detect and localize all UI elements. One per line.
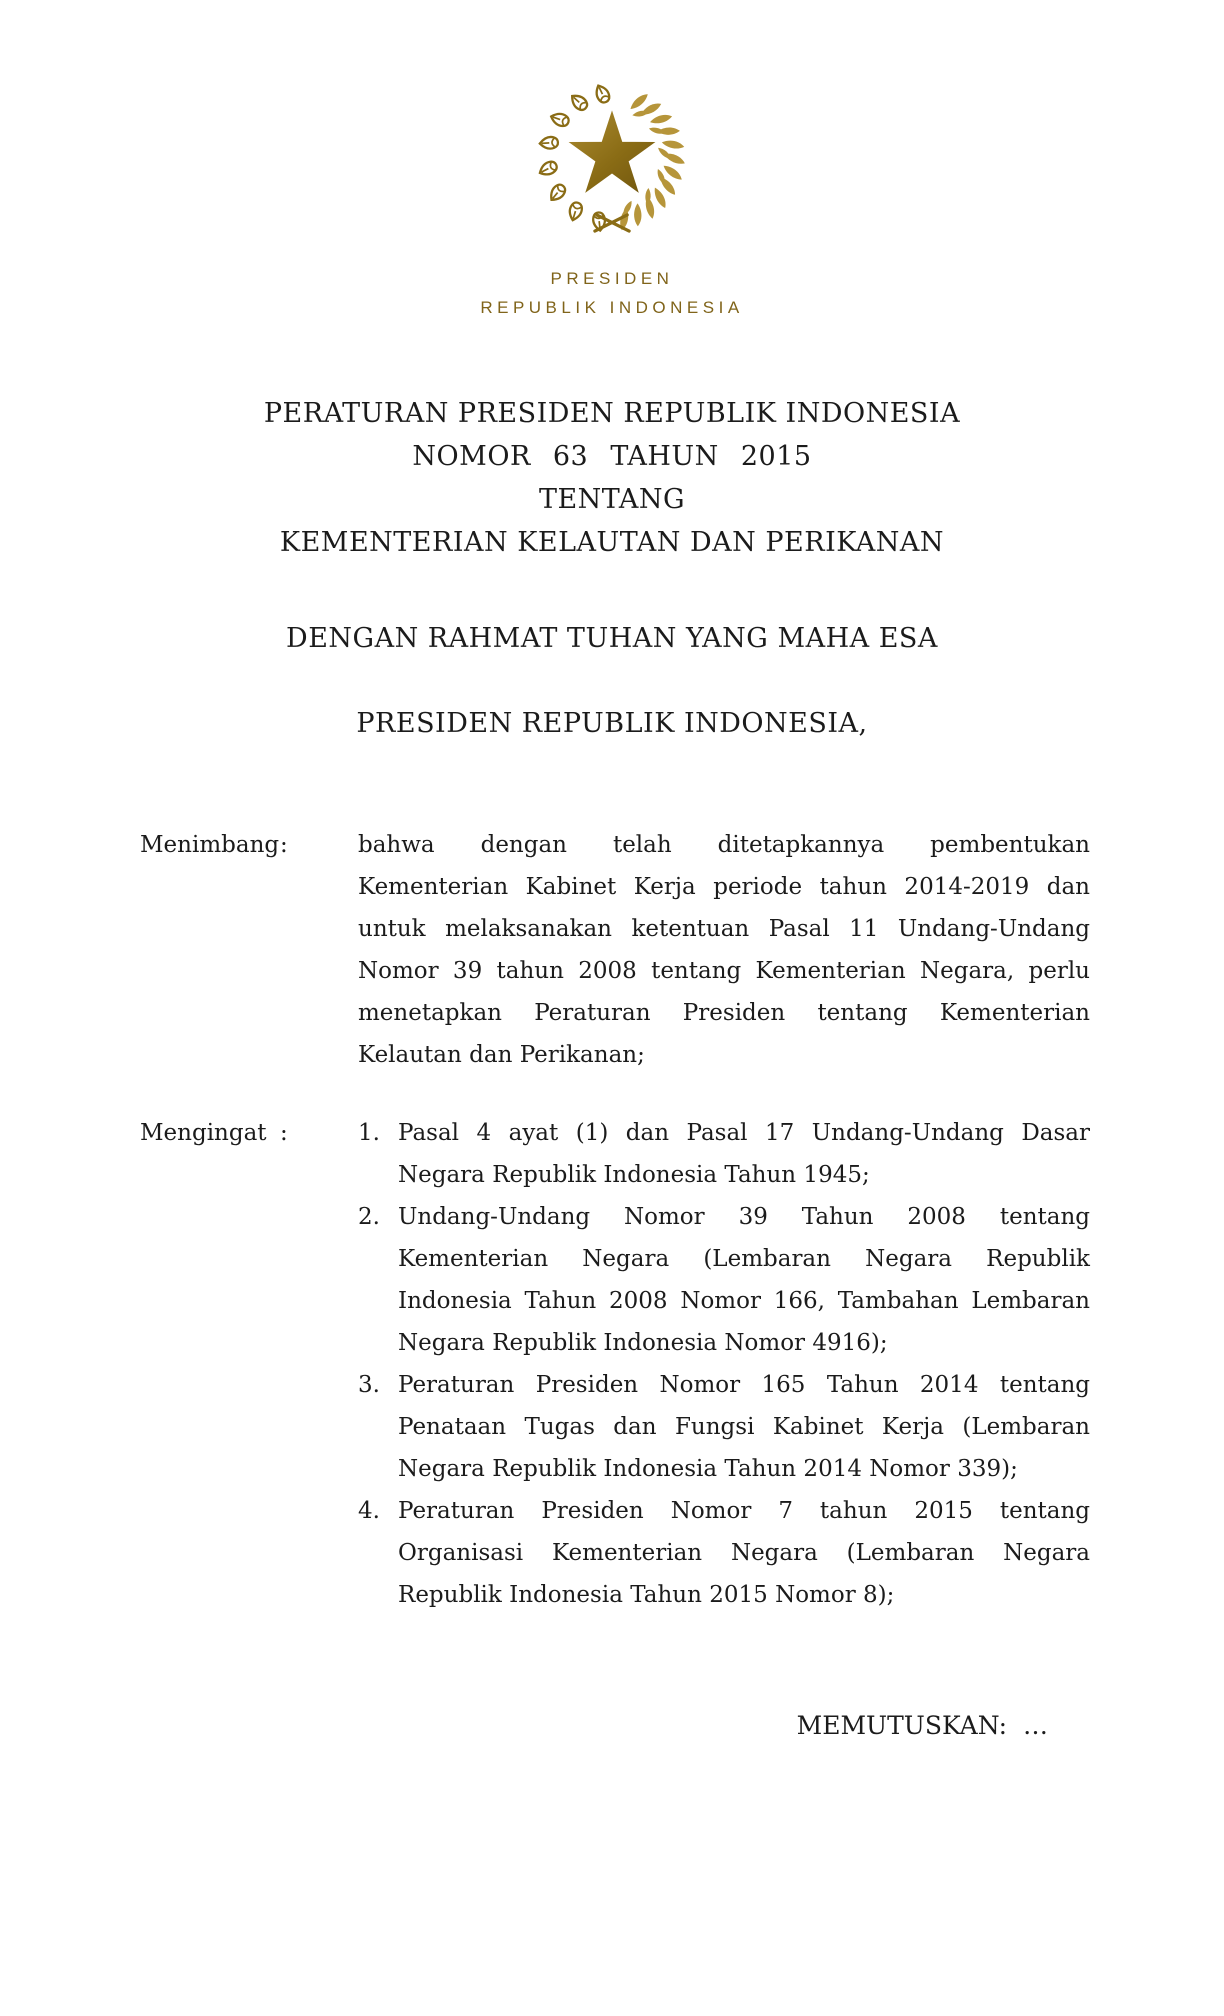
text-line: Nomor 39 tahun 2008 tentang Kementerian Negara, perlu — [358, 958, 1090, 984]
text-line: Indonesia Tahun 2008 Nomor 166, Tambahan Lembaran — [398, 1288, 1090, 1314]
mengingat-colon: : — [280, 1120, 288, 1146]
text-line: Undang-Undang Nomor 39 Tahun 2008 tentang — [398, 1204, 1090, 1230]
title-line-subject: KEMENTERIAN KELAUTAN DAN PERIKANAN — [279, 527, 945, 558]
text-line: Organisasi Kementerian Negara (Lembaran Negara — [398, 1540, 1090, 1566]
issuer-line: PRESIDEN REPUBLIK INDONESIA, — [356, 708, 868, 739]
presidential-seal-icon — [536, 78, 688, 234]
text-line: bahwa dengan telah ditetapkannya pembentukan — [358, 832, 1090, 858]
text-line: Kementerian Kabinet Kerja periode tahun 2014-2019 dan — [358, 874, 1090, 900]
regulation-title-block — [0, 392, 1224, 564]
title-line-tentang: TENTANG — [538, 484, 686, 515]
mengingat-list — [358, 1112, 1090, 1616]
menimbang-colon: : — [280, 832, 288, 858]
list-number: 3. — [358, 1372, 380, 1398]
list-item — [358, 1490, 1090, 1616]
text-line: Negara Republik Indonesia Tahun 2014 Nomor 339); — [398, 1456, 1018, 1482]
text-line: Republik Indonesia Tahun 2015 Nomor 8); — [398, 1582, 895, 1608]
list-item — [358, 1364, 1090, 1490]
list-item — [358, 1196, 1090, 1364]
text-line: Peraturan Presiden Nomor 7 tahun 2015 tentang — [398, 1498, 1090, 1524]
document-body — [0, 824, 1224, 1616]
menimbang-section — [140, 824, 1090, 1076]
text-line: Peraturan Presiden Nomor 165 Tahun 2014 tentang — [398, 1372, 1090, 1398]
text-line: Penataan Tugas dan Fungsi Kabinet Kerja (Lembaran — [398, 1414, 1090, 1440]
menimbang-label: Menimbang — [140, 832, 280, 858]
institution-name-line2: REPUBLIK INDONESIA — [480, 298, 744, 317]
star-icon — [569, 110, 656, 192]
invocation-line: DENGAN RAHMAT TUHAN YANG MAHA ESA — [286, 623, 938, 654]
list-item-text — [398, 1490, 1090, 1616]
list-number: 1. — [358, 1120, 380, 1146]
text-line: menetapkan Peraturan Presiden tentang Kementerian — [358, 1000, 1090, 1026]
title-line-number: NOMOR 63 TAHUN 2015 — [412, 441, 812, 472]
mengingat-label: Mengingat — [140, 1120, 267, 1146]
text-line: Kementerian Negara (Lembaran Negara Republik — [398, 1246, 1090, 1272]
list-item-text — [398, 1364, 1090, 1490]
memutuskan-line: MEMUTUSKAN: … — [796, 1711, 1048, 1740]
text-line: Pasal 4 ayat (1) dan Pasal 17 Undang-Undang Dasar — [398, 1120, 1090, 1146]
list-number: 2. — [358, 1204, 380, 1230]
menimbang-paragraph — [358, 824, 1090, 1076]
text-line: Kelautan dan Perikanan; — [358, 1042, 645, 1068]
text-line: Negara Republik Indonesia Tahun 1945; — [398, 1162, 870, 1188]
text-line: Negara Republik Indonesia Nomor 4916); — [398, 1330, 888, 1356]
list-item — [358, 1112, 1090, 1196]
title-line-regulation: PERATURAN PRESIDEN REPUBLIK INDONESIA — [263, 398, 961, 429]
institution-name-line1: PRESIDEN — [550, 269, 674, 288]
list-item-text — [398, 1112, 1090, 1196]
list-number: 4. — [358, 1498, 380, 1524]
text-line: untuk melaksanakan ketentuan Pasal 11 Undang-Undang — [358, 916, 1090, 942]
letterhead — [0, 78, 1224, 322]
mengingat-section — [140, 1112, 1090, 1616]
list-item-text — [398, 1196, 1090, 1364]
